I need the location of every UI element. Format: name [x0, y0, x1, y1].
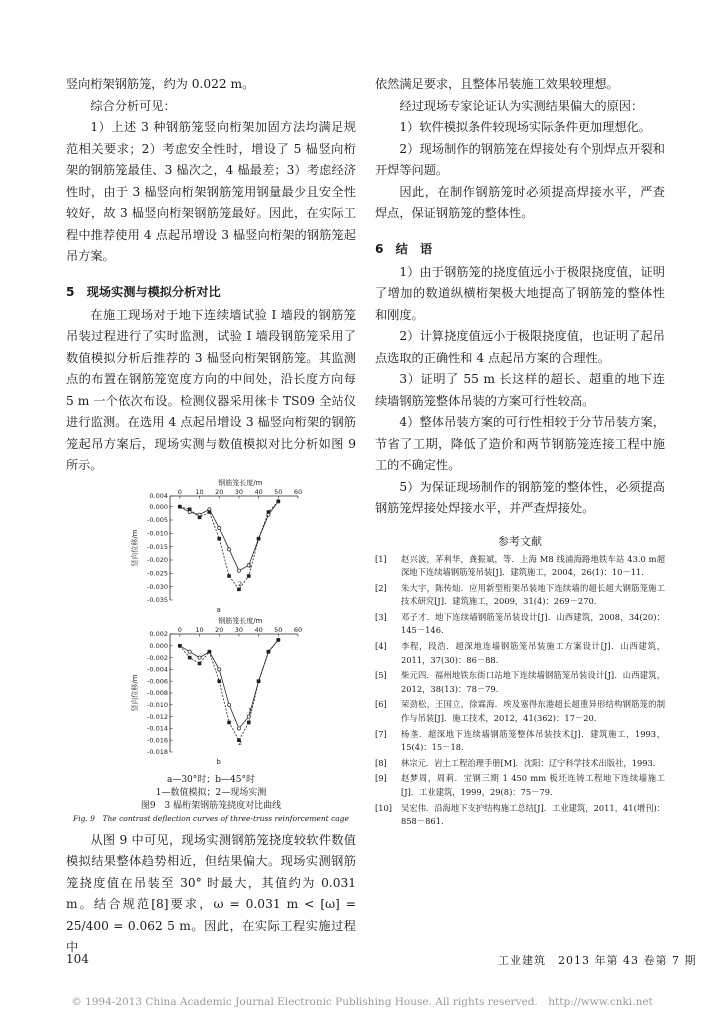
y-tick-label: 0.002 [149, 629, 168, 638]
data-point [198, 661, 202, 665]
y-tick-label: -0.002 [147, 653, 168, 662]
data-point [188, 650, 191, 653]
reference-item [375, 698, 665, 725]
series-label: 2 [237, 579, 243, 588]
reference-text: 林宗元．岩土工程治理手册[M]．沈阳：辽宁科学技术出版社，1993. [401, 757, 656, 768]
reference-item [375, 669, 665, 696]
chart-b [66, 616, 356, 774]
data-point [217, 679, 221, 683]
reference-text: 柴元四．福州地铁东街口站地下连续墙钢筋笼吊装设计[J]．山西建筑，2012，38(13)：78－79. [401, 670, 665, 694]
y-tick-label: -0.015 [147, 542, 168, 551]
x-tick-label: 30 [234, 625, 244, 634]
chart-sublabel: b [216, 757, 221, 766]
paragraph: 2）现场制作的钢筋笼在焊接处有个别焊点开裂和开焊等问题。 [375, 141, 665, 177]
data-point [227, 547, 230, 550]
paragraph: 4）整体吊装方案的可行性相较于分节吊装方案，节省了工期，降低了造价和两节钢筋笼连接工程中施工的不确定性。 [375, 415, 665, 472]
references-heading: 参考文献 [498, 534, 542, 548]
section-heading: 6 结 语 [375, 241, 433, 256]
data-point [267, 649, 271, 653]
reference-text: 吴宏伟．沿海地下支护结构施工总结[J]．工业建筑，2011，41(增刊)：858－861. [401, 802, 665, 827]
paragraph: 5）为保证现场制作的钢筋笼的整体性，必须提高钢筋笼焊接处焊接水平，并严查焊接处。 [375, 479, 665, 515]
data-point [208, 510, 212, 514]
reference-item [375, 802, 665, 829]
x-tick-label: 60 [293, 625, 303, 634]
reference-number: [10] [375, 802, 393, 813]
reference-text: 荣劲松，王国立，徐霖海．埃及塞得东港超长超重异形结构钢筋笼的制作与吊装[J]．施工技术，2012，41(362)：17－20. [401, 699, 665, 724]
y-axis-label: 竖向位移/m [131, 673, 139, 712]
data-point [218, 667, 221, 670]
reference-item [375, 582, 665, 609]
reference-number: [6] [375, 699, 387, 710]
y-tick-label: -0.035 [147, 595, 168, 604]
x-tick-label: 10 [195, 625, 204, 634]
reference-item [375, 640, 665, 667]
reference-number: [7] [375, 728, 387, 739]
data-point [178, 504, 182, 508]
data-point [277, 499, 281, 503]
paragraph: 3）证明了 55 m 长这样的超长、超重的地下连续墙钢筋笼整体吊装的方案可行性较高。 [375, 372, 665, 408]
data-point [218, 526, 221, 529]
data-point [267, 510, 271, 514]
copyright-notice: © 1994-2013 China Academic Journal Electronic Publishing House. All rights reserved. http://www.cnki.net [71, 996, 653, 1008]
reference-item [375, 611, 665, 638]
paragraph: 2）计算挠度值远小于极限挠度值，也证明了起吊点选取的正确性和 4 点起吊方案的合理性。 [375, 329, 665, 365]
x-tick-label: 10 [195, 487, 204, 496]
y-tick-label: -0.006 [147, 676, 168, 685]
series-line-1 [180, 501, 278, 570]
paragraph: 1）软件模拟条件较现场实际条件更加理想化。 [399, 120, 651, 134]
reference-number: [8] [375, 757, 387, 768]
reference-item [375, 553, 665, 580]
y-tick-label: -0.020 [147, 555, 168, 564]
paragraph: 综合分析可见： [90, 98, 176, 113]
y-tick-label: -0.014 [147, 724, 168, 733]
reference-text: 赵兴波，茅利华，龚振斌，等．上海 M8 线浦海路地铁车站 43.0 m超深地下连续墙钢筋笼吊装[J]．建筑施工，2004，26(1)：10－11. [401, 553, 665, 578]
y-axis-label: 竖向位移/m [131, 528, 139, 567]
data-point [247, 720, 251, 724]
y-tick-label: -0.025 [147, 569, 168, 578]
series-line-1 [180, 639, 278, 728]
y-tick-label: -0.016 [147, 735, 168, 744]
reference-item [375, 772, 665, 799]
paragraph: 经过现场专家论证认为实测结果偏大的原因： [399, 98, 644, 113]
y-tick-label: -0.004 [147, 665, 168, 674]
y-tick-label: -0.010 [147, 700, 168, 709]
x-tick-label: 60 [293, 487, 303, 496]
x-tick-label: 50 [274, 487, 283, 496]
y-tick-label: -0.012 [147, 712, 168, 721]
data-point [217, 536, 221, 540]
y-tick-label: -0.018 [147, 747, 168, 756]
data-point [227, 703, 230, 706]
x-tick-label: 30 [234, 487, 244, 496]
x-tick-label: 40 [254, 625, 263, 634]
page-number: 104 [66, 952, 89, 966]
data-point [237, 726, 240, 729]
right-column [375, 74, 665, 831]
section-heading: 5 现场实测与模拟分析对比 [66, 284, 221, 299]
reference-item [375, 728, 665, 755]
y-tick-label: -0.030 [147, 582, 168, 591]
y-tick-label: 0.000 [149, 641, 168, 650]
figure-caption-angles: a—30°时；b—45°时 [166, 774, 256, 785]
x-tick-label: 20 [215, 487, 224, 496]
figure-caption-legend: 1—数值模拟；2—现场实测 [155, 787, 267, 798]
reference-number: [9] [375, 773, 387, 784]
left-column [66, 74, 356, 959]
data-point [188, 655, 192, 659]
series-label: 2 [237, 738, 243, 747]
x-tick-label: 0 [177, 487, 182, 496]
chart-a [66, 478, 356, 620]
figure-9 [66, 478, 356, 824]
reference-text: 李程，段浩．超深地连墙钢筋笼吊装施工方案设计[J]．山西建筑，2011，37(30)：86－88. [401, 641, 665, 665]
data-point [257, 536, 261, 540]
paragraph: 因此，在制作钢筋笼时必须提高焊接水平，严查焊点，保证钢筋笼的整体性。 [375, 184, 665, 220]
reference-text: 邓子才．地下连续墙钢筋笼吊装设计[J]．山西建筑，2008，34(20)：145－146. [401, 611, 665, 636]
paragraph: 在施工现场对于地下连续墙试验 I 墙段的钢筋笼吊装过程进行了实时监测，试验 I 墙段钢筋笼采用了数值模拟分析后推荐的 3 榀竖向桁架钢筋笼。其监测点的布置在钢筋笼宽度方向的中间处，沿长度方向每 5 m 一个依次布设。检测仪器采用徕卡 TS09 全站仪进行监测。在选用 4 点起吊增设 3 榀竖向桁架的钢筋笼起吊方案后，现场实测与数值模拟对比分析如图 9 所示。 [66, 307, 356, 472]
reference-number: [3] [375, 611, 387, 622]
paragraph: 1）上述 3 种钢筋笼竖向桁架加固方法均满足规范相关要求；2）考虑安全性时，增设了 5 榀竖向桁架的钢筋笼最佳、3 榀次之，4 榀最差；3）考虑经济性时，由于 3 榀竖向桁架钢筋笼用钢量最少且安全性较好，故 3 榀竖向桁架钢筋笼最好。因此，在实际工程中推荐使用 4 点起吊增设 3 榀竖向桁架的钢筋笼起吊方案。 [66, 120, 356, 263]
chart-title: 钢筋笼长度/m [218, 478, 263, 487]
journal-footer: 工业建筑 2013 年第 43 卷第 7 期 [498, 954, 697, 967]
data-point [227, 574, 231, 578]
paragraph: 从图 9 中可见，现场实测钢筋笼挠度较软件数值模拟结果整体趋势相近，但结果偏大。现场实测钢筋笼挠度值在吊装至 30° 时最大，其值约为 0.031 m。结合规范[8]要求，ω = 0.031 m < [ω] = 25/400 = 0.062 5 m。因此，在实际工程实施过程中 [66, 832, 356, 954]
reference-number: [4] [375, 641, 387, 652]
reference-number: [2] [375, 582, 387, 593]
reference-text: 朱大宇，陈传灿．应用新型桁架吊装地下连续墙的超长超大钢筋笼施工技术研究[J]．建筑施工，2009，31(4)：269－270. [401, 582, 665, 607]
chart-title: 钢筋笼长度/m [218, 616, 263, 625]
data-point [178, 644, 182, 648]
paragraph: 1）由于钢筋笼的挠度值远小于极限挠度值，证明了增加的数道纵横桁架极大地提高了钢筋笼的整体性和刚度。 [375, 264, 665, 322]
data-point [188, 507, 192, 511]
reference-text: 赵梦周，周莉．宝钢三期 1 450 mm 板坯连铸工程地下连续墙施工[J]．工业建筑，1999，29(8)：75－79. [401, 773, 665, 797]
data-point [198, 515, 202, 519]
figure-caption-cn: 图9 3 榀桁架钢筋笼挠度对比曲线 [140, 800, 282, 811]
y-tick-label: -0.005 [147, 515, 168, 524]
data-point [208, 649, 212, 653]
chart-sublabel: a [216, 605, 221, 614]
data-point [257, 679, 261, 683]
data-point [277, 638, 281, 642]
x-tick-label: 50 [274, 625, 283, 634]
series-label: 1 [247, 706, 252, 715]
data-point [237, 587, 241, 591]
paragraph: 依然满足要求，且整体吊装施工效果较理想。 [375, 77, 619, 91]
reference-number: [5] [375, 670, 387, 681]
data-point [247, 574, 251, 578]
y-tick-label: -0.008 [147, 688, 168, 697]
data-point [227, 720, 231, 724]
x-tick-label: 0 [177, 625, 182, 634]
y-tick-label: -0.010 [147, 529, 168, 538]
reference-item [375, 757, 665, 771]
figure-caption-en: Fig. 9 The contrast deflection curves of three-truss reinforcement cage [73, 813, 349, 823]
reference-list [375, 553, 665, 829]
reference-text: 杨垄．超深地下连续墙钢筋笼整体吊装技术[J]．建筑施工，1993，15(4)：15－18. [401, 728, 665, 753]
x-tick-label: 20 [215, 625, 224, 634]
y-tick-label: 0.004 [149, 491, 168, 500]
reference-number: [1] [375, 553, 387, 564]
x-tick-label: 40 [254, 487, 263, 496]
paragraph: 竖向桁架钢筋笼，约为 0.022 m。 [66, 77, 255, 91]
series-label: 1 [247, 560, 252, 569]
y-tick-label: 0.000 [149, 502, 168, 511]
data-point [198, 656, 201, 659]
data-point [237, 569, 240, 572]
